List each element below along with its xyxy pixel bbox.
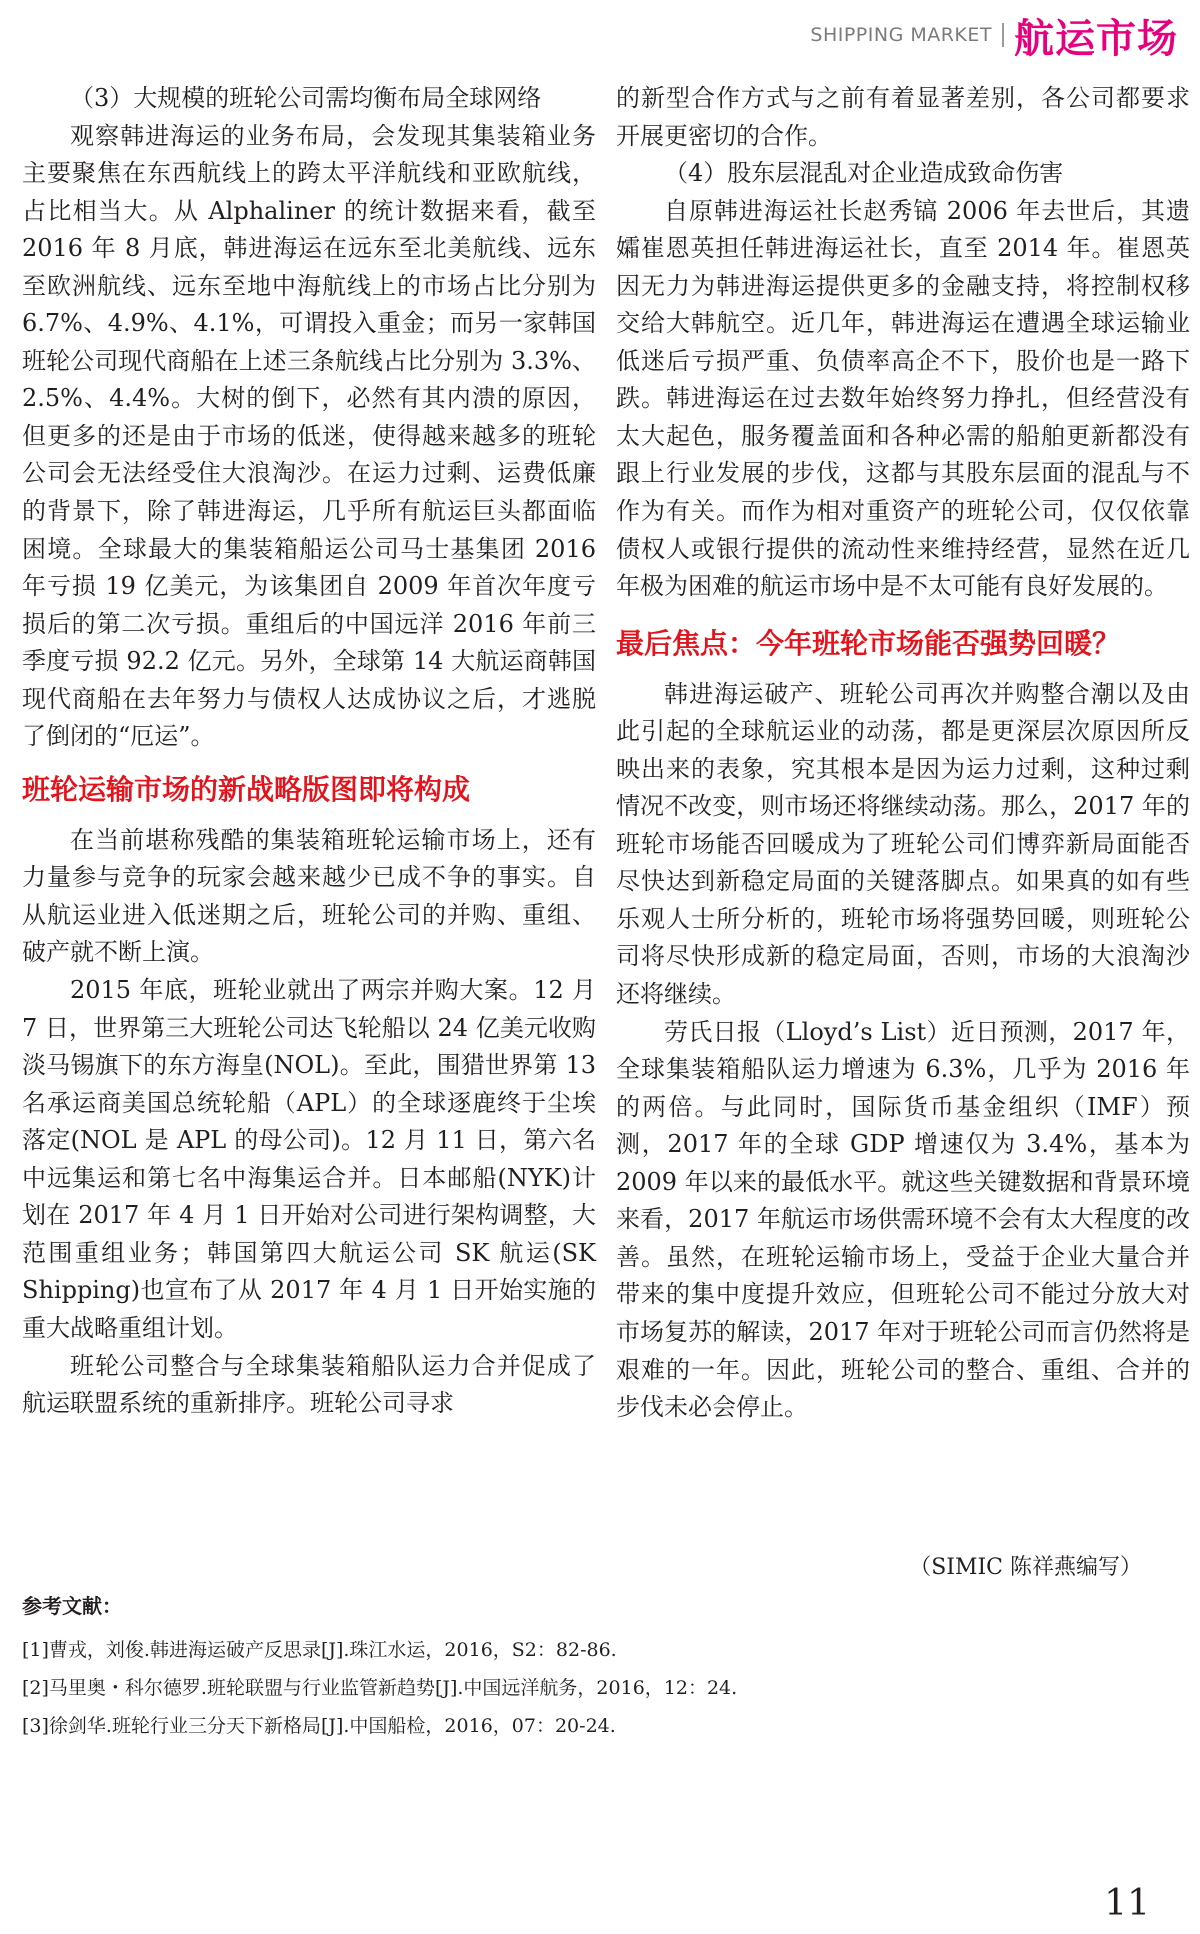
paragraph: 韩进海运破产、班轮公司再次并购整合潮以及由此引起的全球航运业的动荡，都是更深层次原因所反映出来的表象，究其根本是因为运力过剩，这种过剩情况不改变，则市场还将继续动荡。那么，2017 年的班轮市场能否回暖成为了班轮公司们博弈新局面能否尽快达到新稳定局面的关键落脚点。如果真的如有些乐观人士所分析的，班轮市场将强势回暖，则班轮公司将尽快形成新的稳定局面，否则，市场的大浪淘沙还将继续。 xyxy=(616,679,1190,1009)
author-credit: （SIMIC 陈祥燕编写） xyxy=(909,1555,1142,1580)
paragraph: 2015 年底，班轮业就出了两宗并购大案。12 月 7 日，世界第三大班轮公司达飞轮船以 24 亿美元收购淡马锡旗下的东方海皇(NOL)。至此，围猎世界第 13 名承运商美国总统轮船（APL）的全球逐鹿终于尘埃落定(NOL 是 APL 的母公司)。12 月 11 日，第六名中远集运和第七名中海集运合并。日本邮船(NYK)计划在 2017 年 4 月 1 日开始对公司进行架构调整，大范围重组业务；韩国第四大航运公司 SK 航运(SK Shipping)也宣布了从 2017 年 4 月 1 日开始实施的重大战略重组计划。 xyxy=(22,976,596,1342)
section-heading: 最后焦点：今年班轮市场能否强势回暖？ xyxy=(616,626,1121,660)
reference-item: [3]徐剑华.班轮行业三分天下新格局[J].中国船检，2016，07：20-24. xyxy=(22,1715,616,1737)
section-heading: 班轮运输市场的新战略版图即将构成 xyxy=(22,772,471,806)
references xyxy=(22,1590,1122,1745)
paragraph: 观察韩进海运的业务布局，会发现其集装箱业务主要聚焦在东西航线上的跨太平洋航线和亚欧航线，占比相当大。从 Alphaliner 的统计数据来看，截至 2016 年 8 月底，韩进海运在远东至北美航线、远东至欧洲航线、远东至地中海航线上的市场占比分别为 6.7%、4.9%、4.1%，可谓投入重金；而另一家韩国班轮公司现代商船在上述三条航线占比分别为 3.3%、2.5%、4.4%。大树的倒下，必然有其内溃的原因，但更多的还是由于市场的低迷，使得越来越多的班轮公司会无法经受住大浪淘沙。在运力过剩、运费低廉的背景下，除了韩进海运，几乎所有航运巨头都面临困境。全球最大的集装箱船运公司马士基集团 2016 年亏损 19 亿美元，为该集团自 2009 年首次年度亏损后的第二次亏损。重组后的中国远洋 2016 年前三季度亏损 92.2 亿元。另外，全球第 14 大航运商韩国现代商船在去年努力与债权人达成协议之后，才逃脱了倒闭的“厄运”。 xyxy=(22,121,596,751)
subsection-title-3: （3）大规模的班轮公司需均衡布局全球网络 xyxy=(70,84,542,112)
header-english-title: SHIPPING MARKET xyxy=(810,24,992,46)
reference-item: [2]马里奥・科尔德罗.班轮联盟与行业监管新趋势[J].中国远洋航务，2016，12：24. xyxy=(22,1677,738,1699)
page-header xyxy=(810,8,1178,62)
header-chinese-title: 航运市场 xyxy=(1014,15,1178,62)
header-divider xyxy=(1002,23,1004,47)
page-number: 11 xyxy=(1104,1883,1150,1924)
paragraph: 在当前堪称残酷的集装箱班轮运输市场上，还有力量参与竞争的玩家会越来越少已成不争的事实。自从航运业进入低迷期之后，班轮公司的并购、重组、破产就不断上演。 xyxy=(22,825,596,967)
paragraph: 自原韩进海运社长赵秀镐 2006 年去世后，其遗孀崔恩英担任韩进海运社长，直至 2014 年。崔恩英因无力为韩进海运提供更多的金融支持，将控制权移交给大韩航空。近几年，韩进海运在遭遇全球运输业低迷后亏损严重、负债率高企不下，股价也是一路下跌。韩进海运在过去数年始终努力挣扎，但经营没有太大起色，服务覆盖面和各种必需的船舶更新都没有跟上行业发展的步伐，这都与其股东层面的混乱与不作为有关。而作为相对重资产的班轮公司，仅仅依靠债权人或银行提供的流动性来维持经营，显然在近几年极为困难的航运市场中是不太可能有良好发展的。 xyxy=(616,196,1190,601)
references-heading: 参考文献： xyxy=(22,1594,122,1618)
paragraph-continued: 的新型合作方式与之前有着显著差别，各公司都要求开展更密切的合作。 xyxy=(616,84,1190,150)
paragraph: 班轮公司整合与全球集装箱船队运力合并促成了航运联盟系统的重新排序。班轮公司寻求 xyxy=(22,1351,596,1418)
paragraph: 劳氏日报（Lloyd’s List）近日预测，2017 年，全球集装箱船队运力增速为 6.3%，几乎为 2016 年的两倍。与此同时，国际货币基金组织（IMF）预测，2017 年的全球 GDP 增速仅为 3.4%，基本为 2009 年以来的最低水平。就这些关键数据和背景环境来看，2017 年航运市场供需环境不会有太大程度的改善。虽然，在班轮运输市场上，受益于企业大量合并带来的集中度提升效应，但班轮公司不能过分放大对市场复苏的解读，2017 年对于班轮公司而言仍然将是艰难的一年。因此，班轮公司的整合、重组、合并的步伐未必会停止。 xyxy=(616,1017,1190,1422)
left-column xyxy=(22,80,596,1423)
reference-item: [1]曹戎，刘俊.韩进海运破产反思录[J].珠江水运，2016，S2：82-86. xyxy=(22,1639,617,1661)
subsection-title-4: （4）股东层混乱对企业造成致命伤害 xyxy=(664,159,1064,188)
right-column xyxy=(616,80,1190,1427)
